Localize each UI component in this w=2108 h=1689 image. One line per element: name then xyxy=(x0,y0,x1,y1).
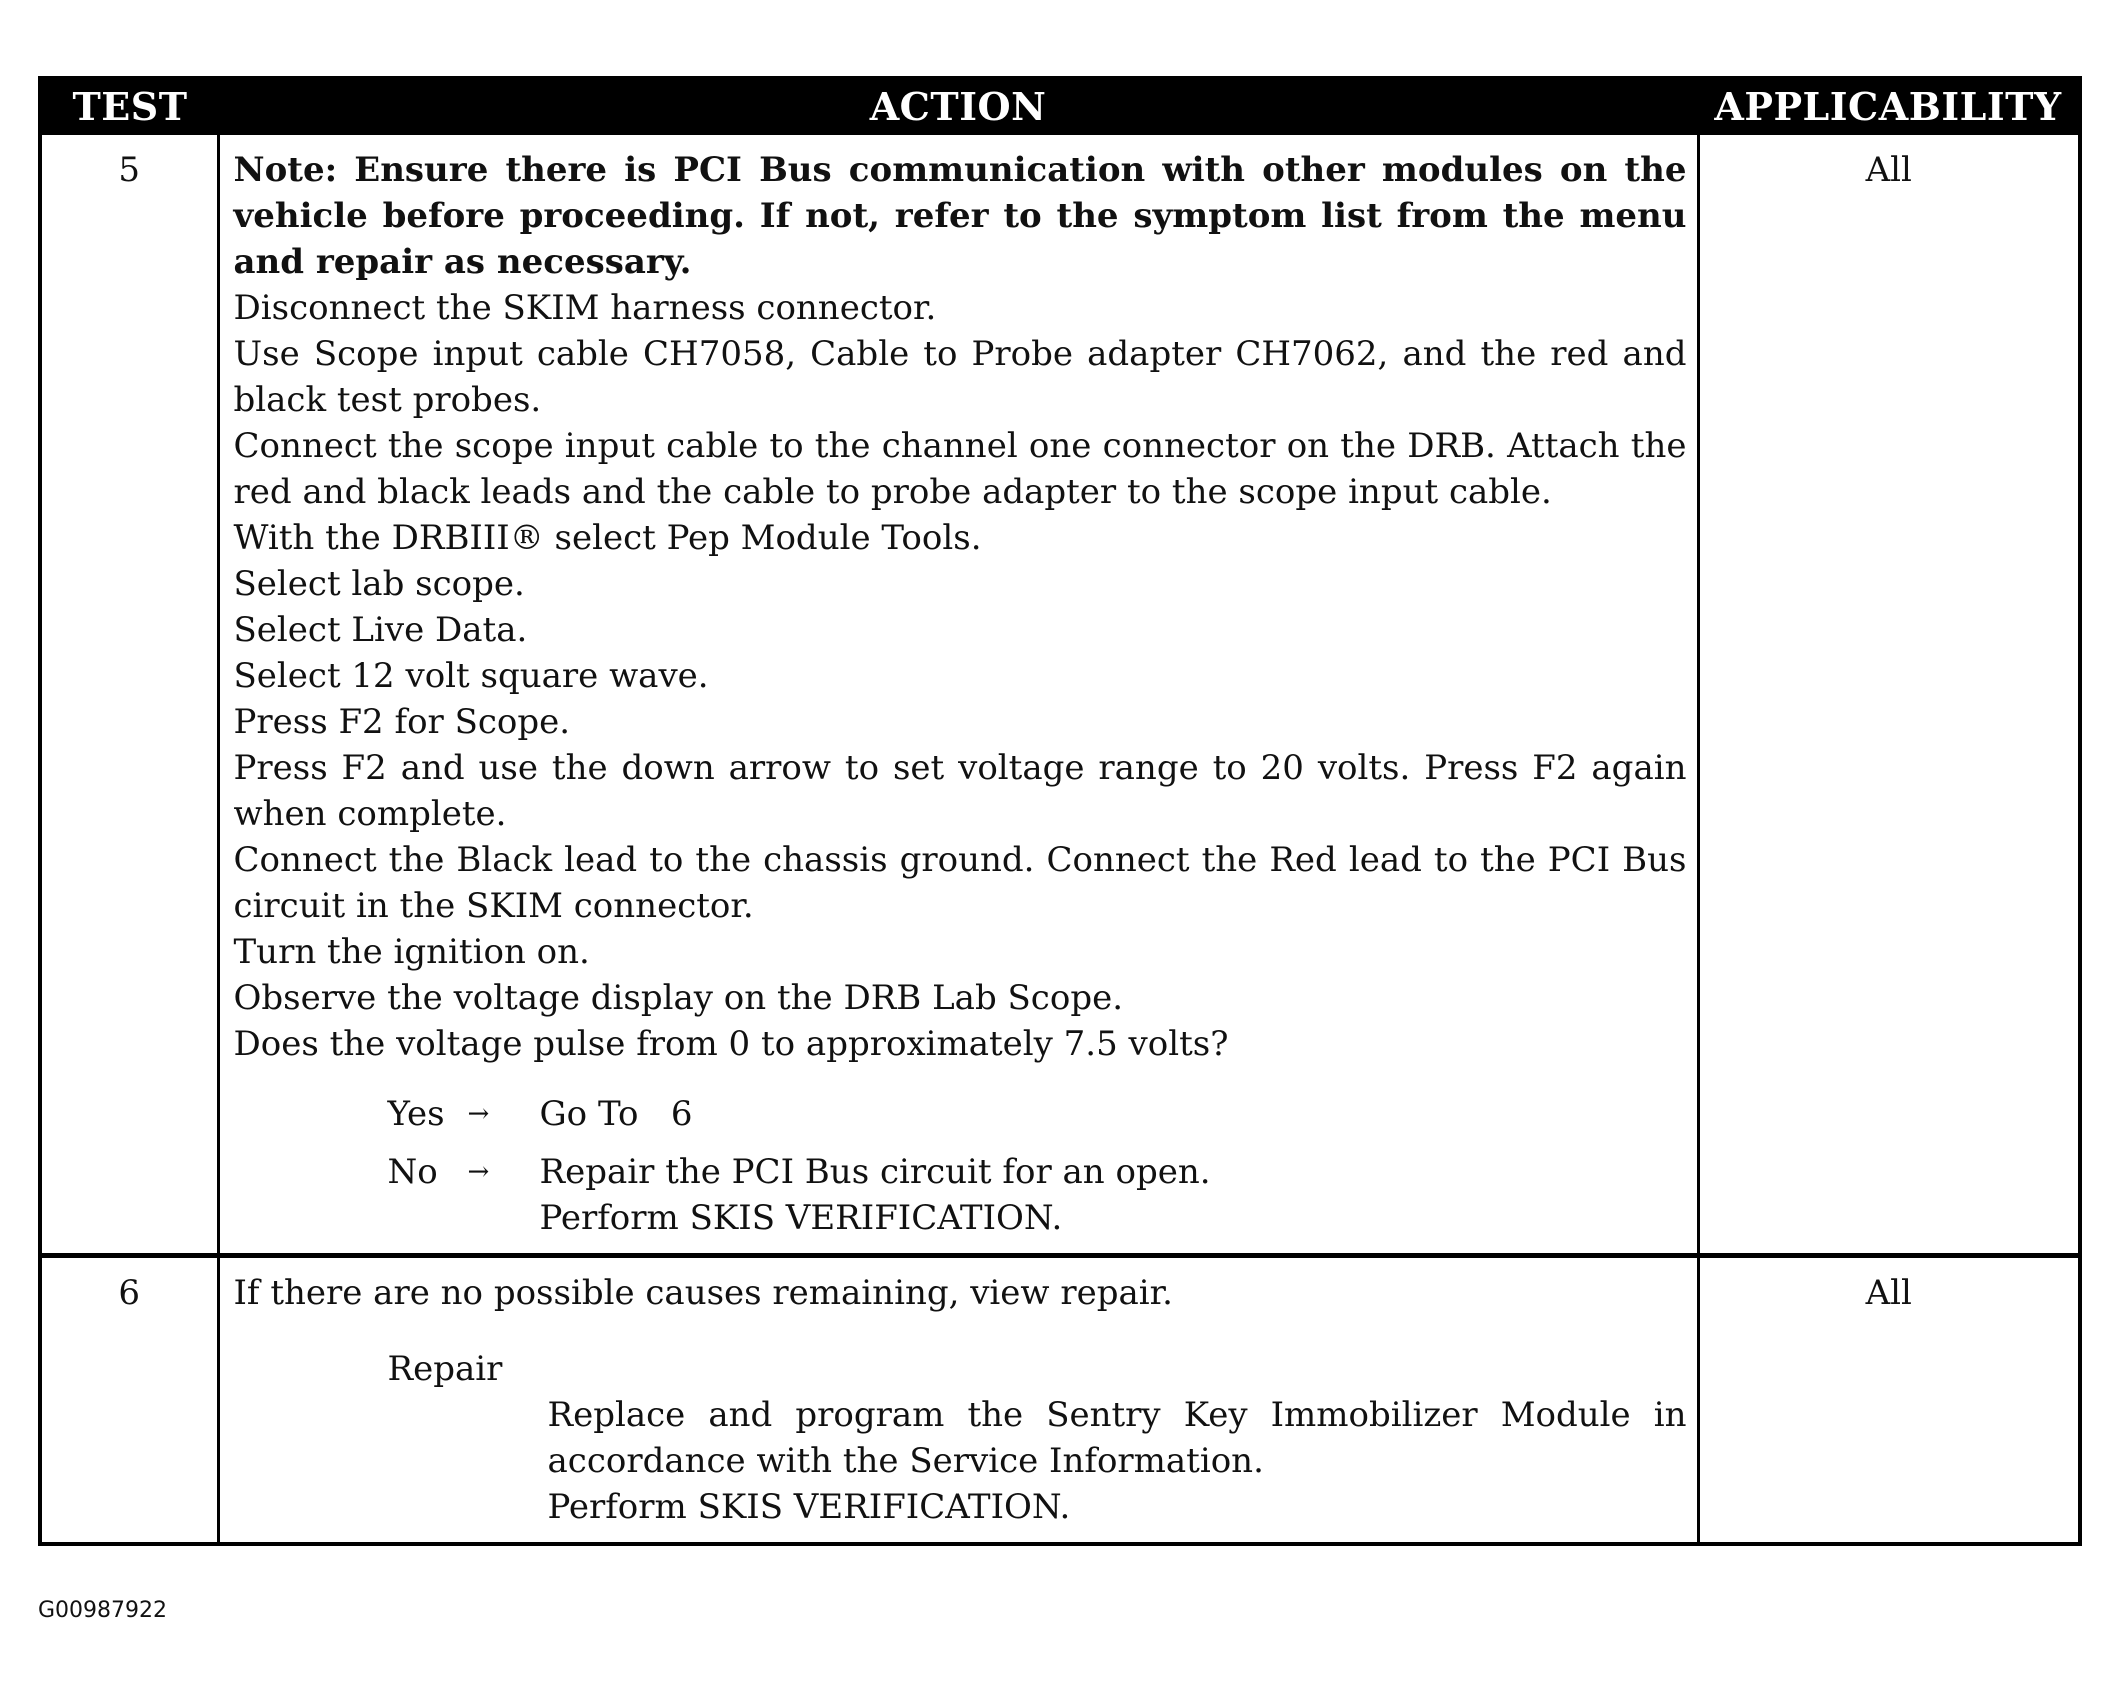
arrow-right-icon: → xyxy=(467,1099,490,1129)
yes-branch xyxy=(388,1091,1687,1137)
no-label: No xyxy=(387,1152,438,1192)
arrow-right-icon: → xyxy=(467,1157,490,1187)
action-cell xyxy=(218,1256,1698,1545)
header-action: ACTION xyxy=(218,78,1698,134)
action-step: Connect the scope input cable to the channel one connector on the DRB. Attach the red and black leads and the cable to probe adapter to the scope input cable. xyxy=(233,426,1687,512)
repair-text: Replace and program the Sentry Key Immobilizer Module in accordance with the Service Information. xyxy=(547,1395,1687,1481)
no-result-line: Perform SKIS VERIFICATION. xyxy=(539,1198,1063,1238)
action-step: Connect the Black lead to the chassis ground. Connect the Red lead to the PCI Bus circuit in the SKIM connector. xyxy=(233,840,1687,926)
document-id: G00987922 xyxy=(38,1598,168,1623)
no-result-line: Repair the PCI Bus circuit for an open. xyxy=(539,1152,1211,1192)
repair-label: Repair xyxy=(387,1349,503,1389)
test-procedure-table xyxy=(38,76,2082,1546)
action-step: Observe the voltage display on the DRB Lab Scope. xyxy=(233,978,1124,1018)
action-step: Select Live Data. xyxy=(233,610,528,650)
applicability-value: All xyxy=(1698,1256,2080,1545)
action-question: Does the voltage pulse from 0 to approximately 7.5 volts? xyxy=(233,1024,1229,1064)
header-test: TEST xyxy=(40,78,218,134)
action-step: Select 12 volt square wave. xyxy=(233,656,709,696)
table-row-test-5 xyxy=(40,134,2080,1256)
no-result xyxy=(540,1149,1687,1241)
applicability-value: All xyxy=(1698,134,2080,1256)
header-applicability: APPLICABILITY xyxy=(1698,78,2080,134)
yes-label: Yes xyxy=(387,1094,445,1134)
test-number: 6 xyxy=(40,1256,218,1545)
action-step: Disconnect the SKIM harness connector. xyxy=(233,288,937,328)
action-step: Turn the ignition on. xyxy=(233,932,590,972)
action-step: Press F2 for Scope. xyxy=(233,702,571,742)
action-step: With the DRBIII® select Pep Module Tools. xyxy=(233,518,982,558)
repair-text: Perform SKIS VERIFICATION. xyxy=(547,1487,1071,1527)
action-step: Select lab scope. xyxy=(233,564,525,604)
note-text: Note: Ensure there is PCI Bus communication with other modules on the vehicle before proceeding. If not, refer to the symptom list from the menu and repair as necessary. xyxy=(233,150,1687,282)
no-branch xyxy=(388,1149,1687,1241)
action-step: Press F2 and use the down arrow to set voltage range to 20 volts. Press F2 again when complete. xyxy=(233,748,1687,834)
yes-result: Go To 6 xyxy=(539,1094,693,1134)
action-step: Use Scope input cable CH7058, Cable to Probe adapter CH7062, and the red and black test probes. xyxy=(233,334,1687,420)
table-row-test-6 xyxy=(40,1256,2080,1545)
action-step: If there are no possible causes remaining, view repair. xyxy=(233,1273,1173,1313)
action-cell xyxy=(218,134,1698,1256)
test-number: 5 xyxy=(40,134,218,1256)
table-header-row xyxy=(40,78,2080,134)
